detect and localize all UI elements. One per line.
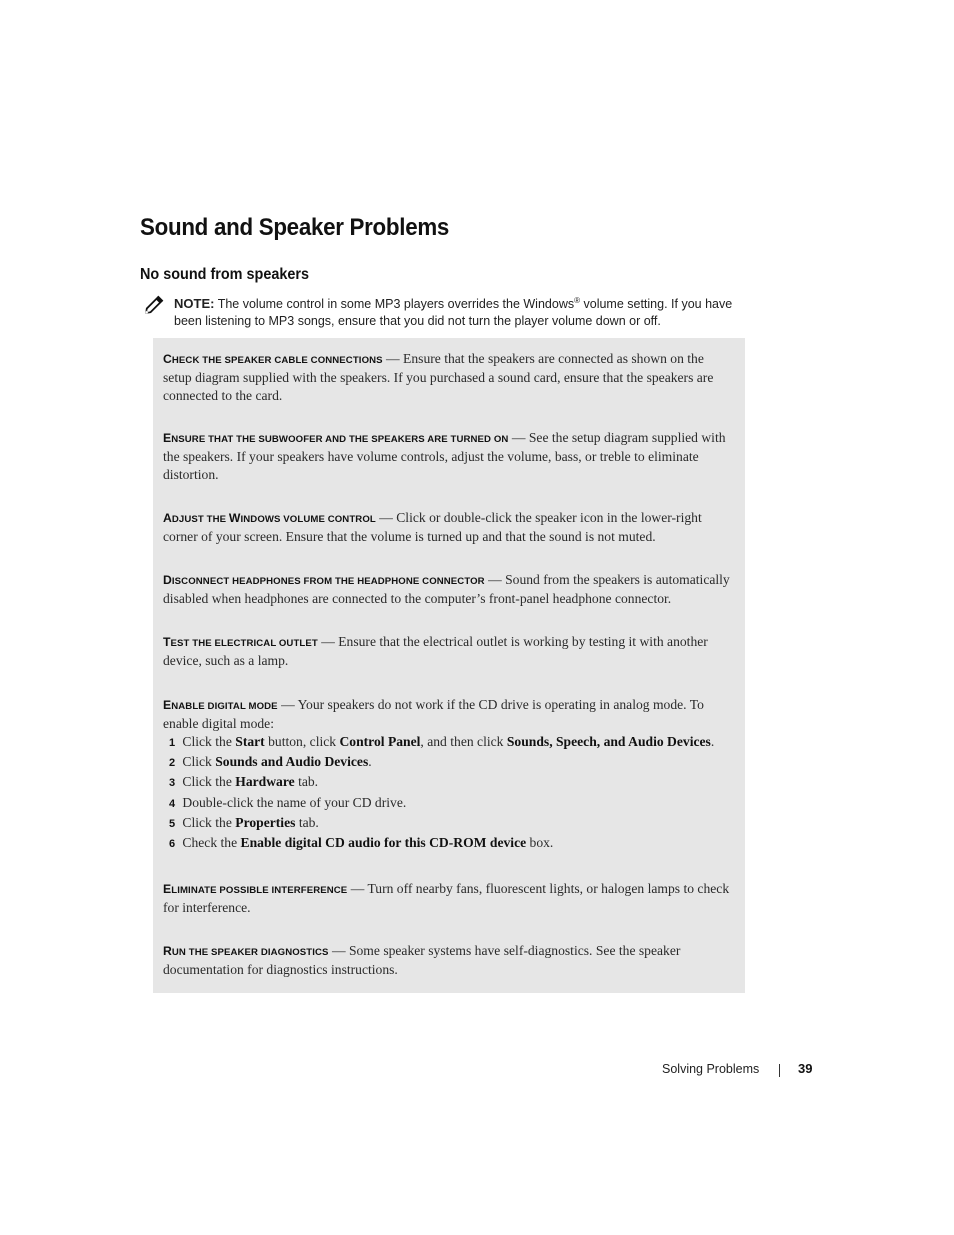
- tip-run-diagnostics: [163, 942, 733, 979]
- note-text-part: The volume control in some MP3 players overrides the Windows: [214, 297, 575, 311]
- list-item: 2 Click Sounds and Audio Devices.: [169, 754, 372, 770]
- tip-body: Click or double-click the speaker icon in the lower-right corner of your screen. Ensure that the volume is turned up and that the sound is not muted.: [163, 510, 702, 545]
- tip-ensure-speakers-on: [163, 429, 733, 483]
- tip-heading: ENSURE THAT THE SUBWOOFER AND THE SPEAKERS ARE TURNED ON: [163, 431, 509, 445]
- tip-heading: RUN THE SPEAKER DIAGNOSTICS: [163, 944, 329, 958]
- em-dash: —: [508, 430, 529, 445]
- note-label: NOTE:: [174, 296, 215, 311]
- list-item: 3 Click the Hardware tab.: [169, 774, 319, 790]
- tip-heading: CHECK THE SPEAKER CABLE CONNECTIONS: [163, 352, 383, 366]
- section-heading: No sound from speakers: [140, 266, 310, 283]
- em-dash: —: [347, 881, 368, 896]
- tip-body: See the setup diagram supplied with the speakers. If your speakers have volume controls, adjust the volume, bass, or treble to eliminate distortion.: [163, 430, 726, 482]
- em-dash: —: [317, 634, 339, 649]
- footer-section-label: Solving Problems: [662, 1062, 760, 1076]
- digital-mode-steps: [169, 732, 729, 853]
- troubleshooting-panel: [153, 338, 745, 993]
- pencil-note-icon: [143, 295, 165, 315]
- note-text: [174, 295, 754, 330]
- tip-body: Ensure that the speakers are connected as shown on the setup diagram supplied with the speakers. If you purchased a sound card, ensure that the speakers are connected to the card.: [163, 351, 714, 403]
- tip-body: Your speakers do not work if the CD drive is operating in analog mode. To enable digital mode:: [163, 697, 704, 732]
- em-dash: —: [375, 510, 397, 525]
- tip-body: Sound from the speakers is automatically disabled when headphones are connected to the computer’s front-panel headphone connector.: [163, 572, 730, 607]
- tip-heading: ELIMINATE POSSIBLE INTERFERENCE: [163, 882, 348, 896]
- tip-check-cable-connections: [163, 350, 733, 404]
- footer-divider: [779, 1064, 780, 1077]
- tip-eliminate-interference: [163, 880, 733, 917]
- tip-body: Turn off nearby fans, fluorescent lights, or halogen lamps to check for interference.: [163, 881, 730, 916]
- note-text-part: volume setting. If you have been listening to MP3 songs, ensure that you did not turn the player volume down or off.: [174, 297, 733, 328]
- list-item: 1 Click the Start button, click Control Panel, and then click Sounds, Speech, and Audio Devices.: [169, 734, 715, 749]
- tip-enable-digital-mode: [163, 696, 733, 733]
- tip-disconnect-headphones: [163, 571, 733, 608]
- tip-heading: ADJUST THE WINDOWS VOLUME CONTROL: [163, 511, 376, 525]
- list-item: 6 Check the Enable digital CD audio for this CD-ROM device box.: [169, 834, 554, 850]
- em-dash: —: [328, 943, 349, 958]
- tip-adjust-volume-control: [163, 509, 733, 546]
- em-dash: —: [382, 351, 404, 366]
- tip-heading: ENABLE DIGITAL MODE: [163, 698, 278, 712]
- registered-mark: ®: [574, 295, 581, 305]
- tip-heading: DISCONNECT HEADPHONES FROM THE HEADPHONE CONNECTOR: [163, 573, 485, 587]
- list-item: 5 Click the Properties tab.: [169, 814, 319, 830]
- page-title: Sound and Speaker Problems: [140, 214, 450, 241]
- page-number: 39: [798, 1061, 813, 1076]
- tip-heading: TEST THE ELECTRICAL OUTLET: [163, 635, 318, 649]
- list-item: 4 Double-click the name of your CD drive.: [169, 794, 407, 810]
- em-dash: —: [484, 572, 506, 587]
- em-dash: —: [277, 697, 298, 712]
- tip-body: Ensure that the electrical outlet is working by testing it with another device, such as a lamp.: [163, 634, 708, 669]
- tip-body: Some speaker systems have self-diagnostics. See the speaker documentation for diagnostics instructions.: [163, 943, 681, 978]
- tip-test-outlet: [163, 633, 733, 670]
